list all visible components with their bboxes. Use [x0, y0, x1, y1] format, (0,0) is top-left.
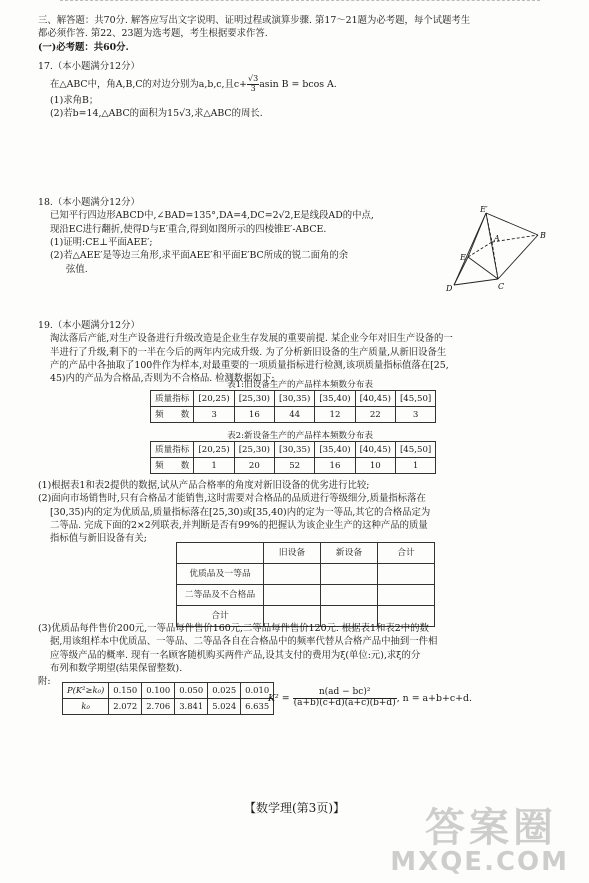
- k-table-k: 5.024: [208, 699, 241, 715]
- required-subtitle: (一)必考题：共60分.: [38, 41, 129, 53]
- edge-e1-b: [486, 213, 538, 235]
- table1-count: 22: [355, 407, 395, 423]
- q18-stem-1: 已知平行四边形ABCD中,∠BAD=135°,DA=4,DC=2√2,E是线段AD的中点,: [50, 210, 374, 222]
- table2: [150, 441, 436, 474]
- table2-count: 10: [355, 458, 395, 474]
- q19-part2-line2: [30,35)内的定为优质品,质量指标落在[25,30)或[35,40)内的定为一等品,其它的合格品定为: [50, 506, 431, 518]
- contingency-table-block: [176, 542, 435, 627]
- label-d: D: [446, 284, 453, 293]
- edge-e-c: [468, 257, 498, 279]
- table2-row-counts: [151, 458, 436, 474]
- q17-fraction: [247, 75, 259, 94]
- table2-row-bins: [151, 442, 436, 458]
- table2-row-head: 频 数: [151, 458, 194, 474]
- k-squared-formula: [268, 688, 472, 709]
- table1-block: [150, 380, 450, 423]
- k-table-block: [62, 682, 274, 715]
- ctable-row-label: 合计: [177, 606, 264, 627]
- table2-count: 1: [194, 458, 234, 474]
- q17-stem: [38, 75, 558, 94]
- table2-count: 1: [395, 458, 435, 474]
- table2-count: 52: [275, 458, 315, 474]
- table1-bin: [40,45): [355, 391, 395, 407]
- q19-part3-line3: 应等级产品的概率. 现有一名顾客随机购买两件产品,设其支付的费用为ξ(单位:元),求ξ的分: [50, 649, 421, 661]
- watermark-logo: [390, 800, 577, 878]
- k-table: [62, 682, 274, 715]
- ctable-row-label: 二等品及不合格品: [177, 585, 264, 606]
- q18-heading: 18.（本小题满分12分）: [38, 197, 140, 208]
- table1-caption: 表1:旧设备生产的产品样本频数分布表: [227, 380, 373, 390]
- table2-bin: [35,40): [315, 442, 355, 458]
- k-table-p: 0.010: [241, 683, 274, 699]
- table2-bin: [30,35): [275, 442, 315, 458]
- table1-row-bins: [151, 391, 436, 407]
- table1-bin: [20,25): [194, 391, 234, 407]
- table2-bin: [20,25): [194, 442, 234, 458]
- q19-parts-1-2: [38, 479, 558, 546]
- top-cut-line: [60, 0, 540, 6]
- table2-count: 16: [315, 458, 355, 474]
- q19-part3: [38, 622, 558, 689]
- ctable-header-new: 新设备: [321, 543, 378, 564]
- q17-stem-post: asin B = bcos A.: [259, 79, 337, 91]
- formula-lhs: K² =: [268, 692, 290, 704]
- q19-part1: (1)根据表1和表2提供的数据,试从产品合格率的角度对新旧设备的优劣进行比较;: [38, 480, 370, 491]
- ctable-header-total: 合计: [378, 543, 435, 564]
- q19-part2-line4: 指标值与新旧设备有关;: [50, 533, 147, 545]
- label-a: A: [494, 234, 500, 243]
- question-19: [38, 319, 558, 386]
- q19-part2-line3: 二等品. 完成下面的2×2列联表,并判断是否有99%的把握认为该企业生产的这种产品的质量: [50, 520, 428, 532]
- ctable-cell: [378, 585, 435, 606]
- k-table-row-head: P(K²≥k₀): [63, 683, 109, 699]
- label-b: B: [540, 231, 546, 240]
- table1-count: 3: [395, 407, 435, 423]
- section-intro-line2: 都必须作答. 第22、23题为选考题，考生根据要求作答.: [38, 28, 268, 40]
- table2-count: 20: [234, 458, 274, 474]
- section-intro-line1: 三、解答题：共70分. 解答应写出文字说明、证明过程或演算步骤. 第17～21题为必考题，每个试题考生: [38, 15, 471, 26]
- q17-stem-pre: 在△ABC中，角A,B,C的对边分别为a,b,c,且c+: [50, 79, 248, 91]
- table1-count: 12: [315, 407, 355, 423]
- k-table-k: 2.706: [142, 699, 175, 715]
- formula-fraction: [293, 688, 397, 709]
- table2-bin: [25,30): [234, 442, 274, 458]
- formula-tail: , n = a+b+c+d.: [396, 692, 472, 704]
- section-three-intro: [38, 14, 558, 54]
- edge-b-c: [498, 235, 538, 279]
- q19-part3-line1: (3)优质品每件售价200元,一等品每件售价160元,二等品每件售价120元. 根据表1和表2中的数: [38, 623, 429, 634]
- table2-row-head: 质量指标: [151, 442, 194, 458]
- q19-part3-line4: 布列和数学期望(结果保留整数).: [50, 663, 183, 675]
- edge-d-c: [454, 279, 498, 285]
- ctable-cell: [321, 564, 378, 585]
- ctable-cell: [264, 564, 321, 585]
- table1-count: 44: [275, 407, 315, 423]
- q17-part1: (1)求角B；: [50, 94, 99, 106]
- table1-bin: [30,35): [275, 391, 315, 407]
- ctable-header-row: [177, 543, 435, 564]
- k-table-k: 2.072: [109, 699, 142, 715]
- label-c: C: [498, 282, 505, 291]
- q17-frac-den: 3: [250, 84, 256, 94]
- k-table-row-p: [63, 683, 274, 699]
- k-table-p: 0.050: [175, 683, 208, 699]
- pyramid-figure: [440, 205, 550, 295]
- q19-part3-line2: 据,用该组样本中优质品、一等品、二等品各自在合格品中的频率代替从合格产品中抽到一件相: [50, 636, 438, 648]
- table1-count: 16: [234, 407, 274, 423]
- ctable-header-old: 旧设备: [264, 543, 321, 564]
- table1: [150, 390, 436, 423]
- ctable-cell: [321, 585, 378, 606]
- q17-part2: (2)若b=14,△ABC的面积为15√3,求△ABC的周长.: [50, 108, 263, 120]
- ctable-cell: [378, 564, 435, 585]
- table1-count: 3: [194, 407, 234, 423]
- q18-stem-2: 现沿EC进行翻折,使得D与E′重合,得到如图所示的四棱锥E′-ABCE.: [50, 223, 327, 235]
- formula-numerator: n(ad − bc)²: [293, 688, 397, 699]
- k-table-row-k: [63, 699, 274, 715]
- q19-stem-4: 45)内的产品为合格品,否则为不合格品. 检测数据如下:: [50, 373, 275, 385]
- edge-e-a: [468, 242, 492, 257]
- watermark-line2: MXQE.COM: [390, 847, 569, 877]
- question-17: [38, 60, 558, 121]
- table2-bin: [45,50]: [395, 442, 435, 458]
- q19-stem-3: 产的产品中各抽取了100件作为样本,对最重要的一项质量指标进行检测,该项质量指标值落在[25,: [50, 360, 449, 372]
- formula-denominator: (a+b)(c+d)(a+c)(b+d): [293, 697, 396, 708]
- ctable-row: [177, 585, 435, 606]
- q19-stem-1: 淘汰落后产能,对生产设备进行升级改造是企业生存发展的重要前提. 某企业今年对旧生产设备的一: [50, 333, 453, 345]
- watermark-line1: 答案圈: [425, 805, 557, 851]
- label-e: E: [460, 253, 466, 262]
- ctable-cell: [264, 585, 321, 606]
- table2-caption: 表2:新设备生产的产品样本频数分布表: [227, 431, 373, 441]
- k-table-p: 0.025: [208, 683, 241, 699]
- q18-part2: (2)若△AEE′是等边三角形,求平面AEE′和平面E′BC所成的锐二面角的余: [50, 250, 349, 262]
- ctable-row-label: 优质品及一等品: [177, 564, 264, 585]
- k-table-row-head: k₀: [63, 699, 109, 715]
- q19-stem-2: 半进行了升级,剩下的一半在今后的两年内完成升级. 为了分析新旧设备的生产质量,从新旧设备生: [50, 346, 447, 358]
- q19-heading: 19.（本小题满分12分）: [38, 320, 140, 331]
- appendix-label: 附:: [38, 676, 51, 688]
- q19-part2-line1: (2)面向市场销售时,只有合格品才能销售,这时需要对合格品的品质进行等级细分,质量指标落在: [38, 493, 426, 505]
- q17-frac-num: √3: [248, 74, 259, 84]
- q18-part1: (1)证明:CE⊥平面AEE′;: [50, 237, 153, 249]
- k-table-p: 0.100: [142, 683, 175, 699]
- table1-row-counts: [151, 407, 436, 423]
- page-footer: 【数学理(第3页)】: [244, 801, 345, 815]
- contingency-table: [176, 542, 435, 627]
- table1-row-head: 频 数: [151, 407, 194, 423]
- table1-bin: [35,40): [315, 391, 355, 407]
- k-table-k: 6.635: [241, 699, 274, 715]
- ctable-corner: [177, 543, 264, 564]
- q18-part2-cont: 弦值.: [66, 263, 88, 275]
- q17-heading: 17.（本小题满分12分）: [38, 61, 140, 72]
- label-e-prime: E′: [480, 205, 488, 214]
- table1-bin: [25,30): [234, 391, 274, 407]
- k-table-p: 0.150: [109, 683, 142, 699]
- table1-bin: [45,50]: [395, 391, 435, 407]
- k-table-k: 3.841: [175, 699, 208, 715]
- table2-bin: [40,45): [355, 442, 395, 458]
- table2-block: [150, 431, 450, 474]
- table1-row-head: 质量指标: [151, 391, 194, 407]
- ctable-row: [177, 564, 435, 585]
- question-18: [38, 196, 438, 276]
